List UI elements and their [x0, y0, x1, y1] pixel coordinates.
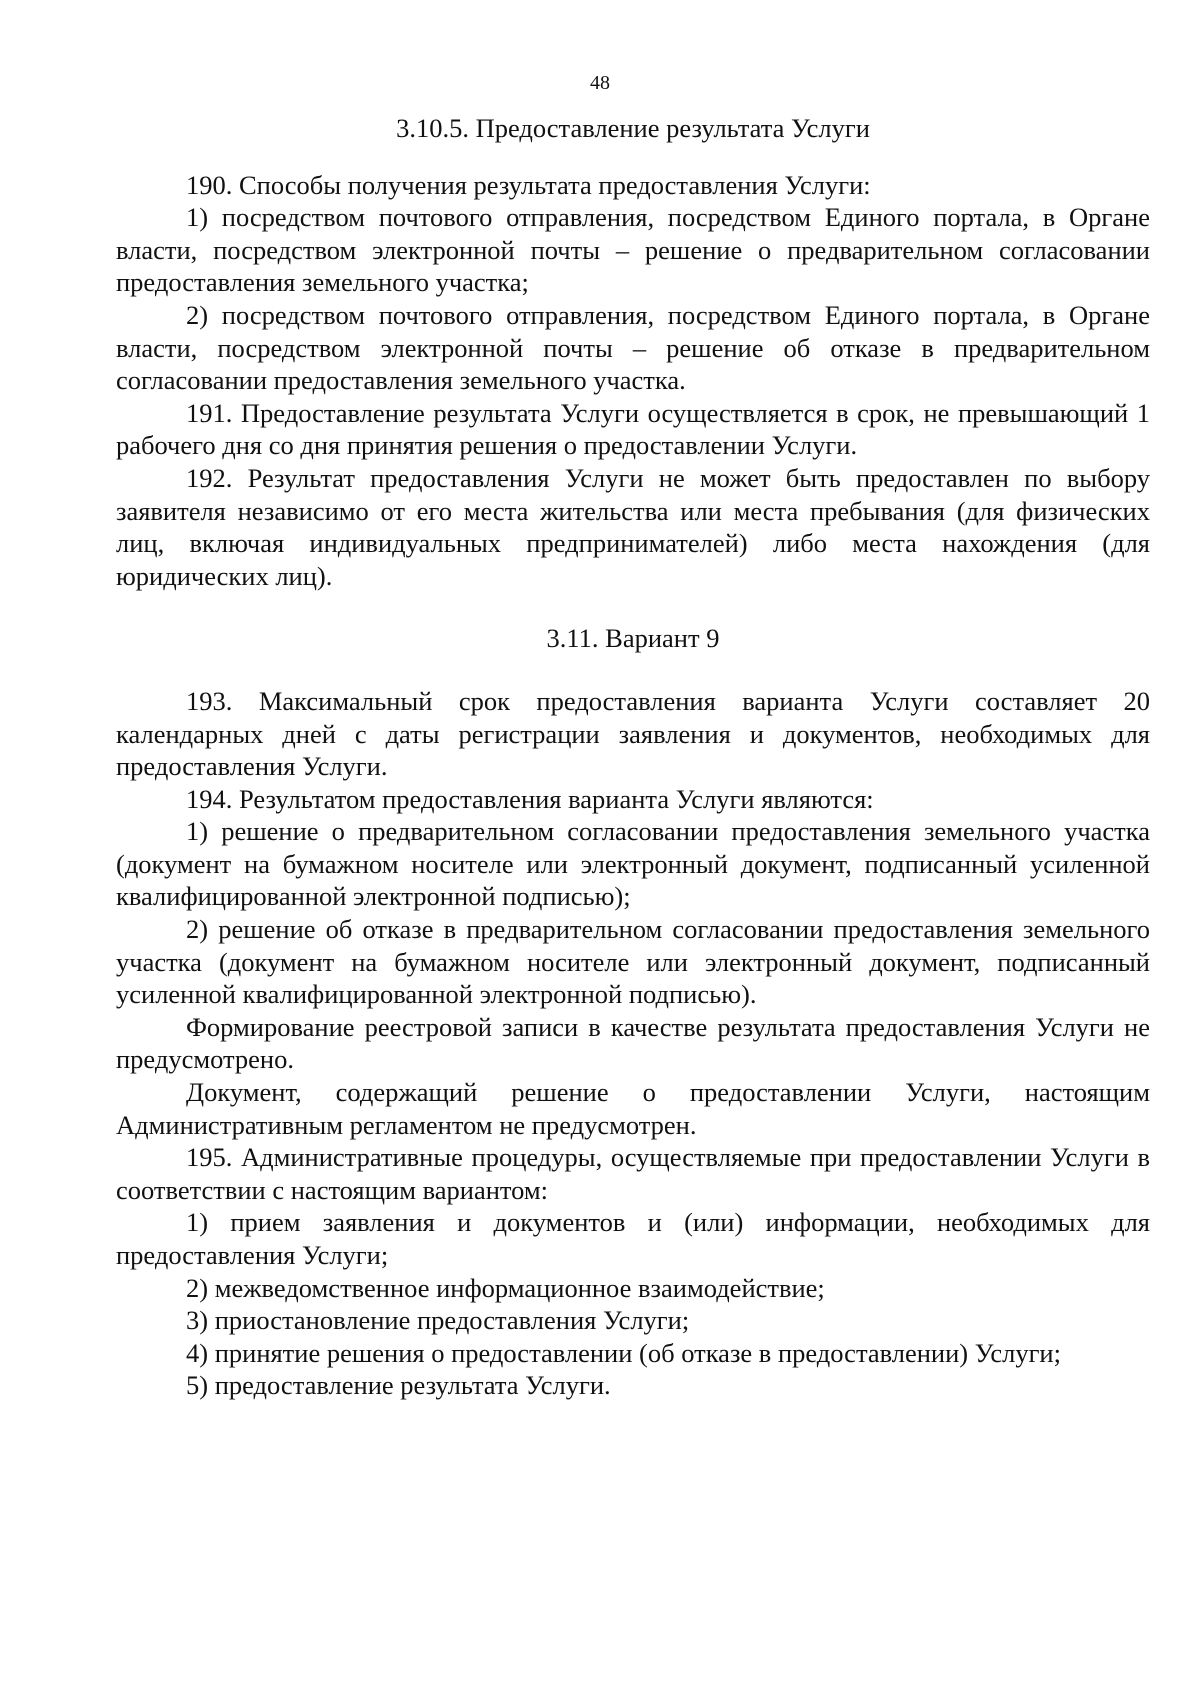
section-heading: 3.10.5. Предоставление результата Услуги [396, 113, 870, 143]
paragraph-195-item-4: 4) принятие решения о предоставлении (об отказе в предоставлении) Услуги; [186, 1337, 1061, 1368]
paragraph-registry-note: Формирование реестровой записи в качестве результата предоставления Услуги не предусмотрено. [116, 1011, 1150, 1075]
paragraph-190-item-2: 2) посредством почтового отправления, посредством Единого портала, в Органе власти, посредством электронной почты – решение об отказе в предварительном согласовании предоставления земельного участка. [116, 299, 1150, 396]
paragraph-195-item-5: 5) предоставление результата Услуги. [186, 1370, 611, 1401]
paragraph-document-note: Документ, содержащий решение о предоставлении Услуги, настоящим Административным регламентом не предусмотрен. [116, 1077, 1150, 1140]
document-body [116, 112, 1150, 1402]
paragraph-195: 195. Административные процедуры, осуществляемые при предоставлении Услуги в соответствии с настоящим вариантом: [116, 1142, 1150, 1205]
paragraph-194: 194. Результатом предоставления варианта Услуги являются: [186, 783, 874, 814]
paragraph-192: 192. Результат предоставления Услуги не может быть предоставлен по выбору заявителя независимо от его места жительства или места пребывания (для физических лиц, включая индивидуальных предпринимателей) либо места нахождения (для юридических лиц). [116, 462, 1150, 591]
paragraph-195-item-3: 3) приостановление предоставления Услуги; [186, 1305, 690, 1336]
page-number: 48 [590, 72, 610, 94]
paragraph-195-item-2: 2) межведомственное информационное взаимодействие; [186, 1272, 825, 1303]
paragraph-194-item-2: 2) решение об отказе в предварительном согласовании предоставления земельного участка (документ на бумажном носителе или электронный документ, подписанный усиленной квалифицированной электронной подписью). [116, 914, 1150, 1010]
paragraph-194-item-1: 1) решение о предварительном согласовании предоставления земельного участка (документ на бумажном носителе или электронный документ, подписанный усиленной квалифицированной электронной подписью); [116, 816, 1150, 912]
paragraph-191: 191. Предоставление результата Услуги осуществляется в срок, не превышающий 1 рабочего дня со дня принятия решения о предоставлении Услуги. [116, 397, 1150, 461]
paragraph-190: 190. Способы получения результата предоставления Услуги: [186, 169, 871, 200]
paragraph-195-item-1: 1) прием заявления и документов и (или) информации, необходимых для предоставления Услуги; [116, 1207, 1150, 1270]
paragraph-193: 193. Максимальный срок предоставления варианта Услуги составляет 20 календарных дней с даты регистрации заявления и документов, необходимых для предоставления Услуги. [116, 685, 1150, 782]
section-heading: 3.11. Вариант 9 [546, 623, 720, 654]
paragraph-190-item-1: 1) посредством почтового отправления, посредством Единого портала, в Органе власти, посредством электронной почты – решение о предварительном согласовании предоставления земельного участка; [116, 202, 1150, 298]
